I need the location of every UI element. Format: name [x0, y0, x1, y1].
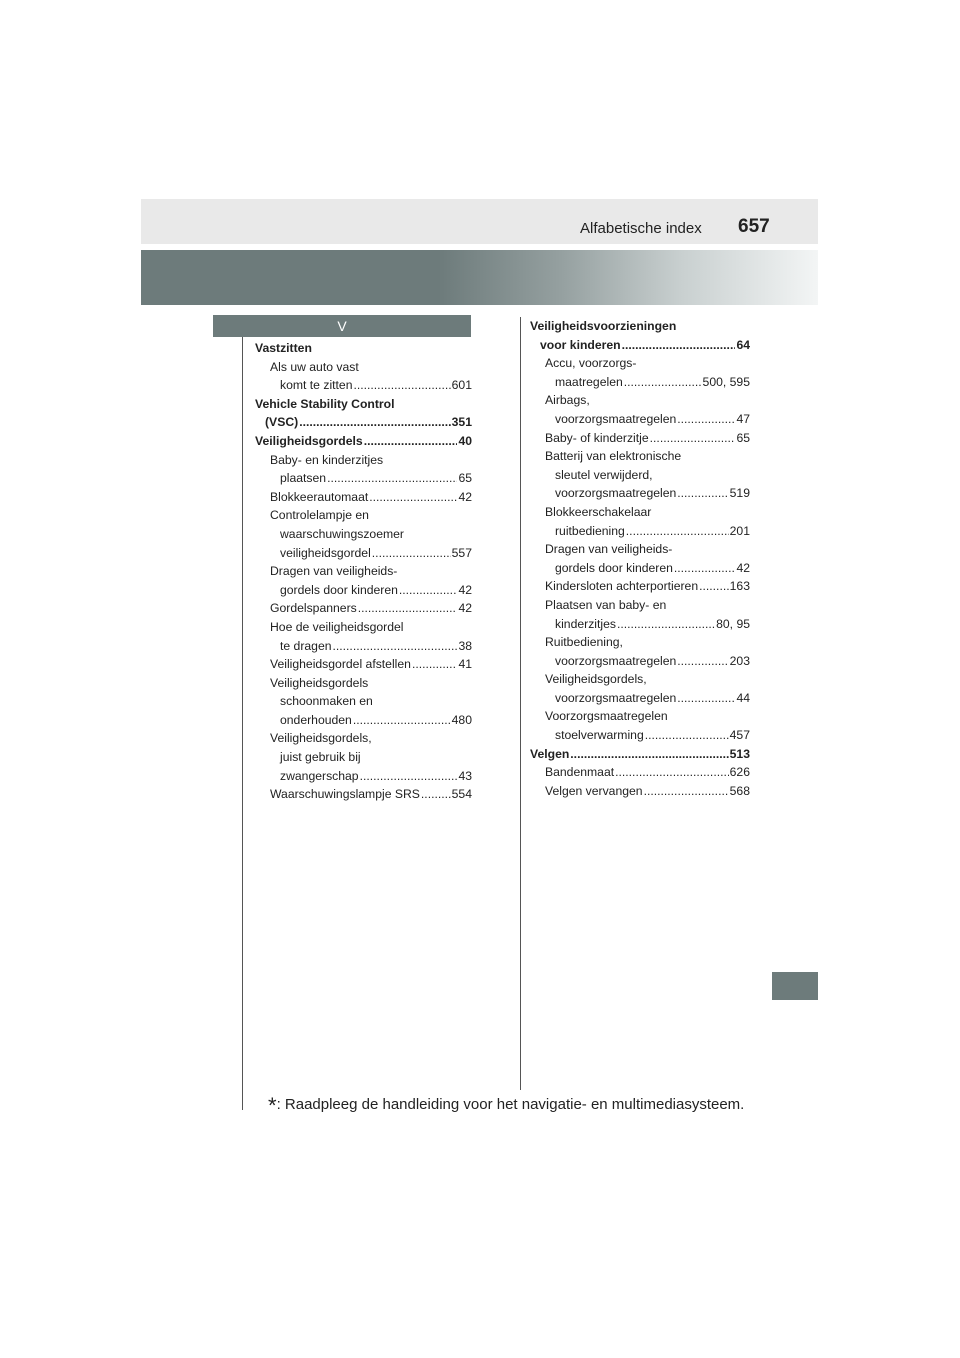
- index-entry-label: Hoe de veiligheidsgordel: [270, 619, 404, 634]
- index-entry-page: 500, 595: [702, 374, 750, 389]
- index-entry-label: Veiligheidsgordels: [255, 433, 363, 448]
- index-entry-page: 44: [736, 690, 750, 705]
- index-entry-page: 64: [736, 337, 750, 352]
- column-divider: [520, 317, 521, 1090]
- index-entry: [530, 522, 750, 541]
- index-entry-label: Dragen van veiligheids-: [270, 564, 398, 579]
- index-entry: [255, 748, 472, 767]
- index-entry-label: sleutel verwijderd,: [555, 467, 653, 482]
- index-entry-label: maatregelen: [555, 374, 623, 389]
- index-entry: [530, 540, 750, 559]
- index-entry-label: Batterij van elektronische: [545, 449, 682, 464]
- index-entry-label: Airbags,: [545, 393, 590, 408]
- index-entry: [530, 503, 750, 522]
- index-entry: [255, 451, 472, 470]
- index-entry-label: Accu, voorzorgs-: [545, 356, 637, 371]
- index-entry: [255, 785, 472, 804]
- index-entry: [255, 637, 472, 656]
- index-entry-label: voor kinderen: [540, 337, 621, 352]
- index-entry-page: 601: [451, 378, 472, 393]
- index-entry-label: gordels door kinderen: [280, 582, 398, 597]
- dot-leader: [353, 711, 451, 730]
- index-entry-page: 42: [458, 582, 472, 597]
- dot-leader: [369, 488, 457, 507]
- index-entry: [530, 726, 750, 745]
- dot-leader: [622, 336, 736, 355]
- index-entry: [530, 447, 750, 466]
- index-entry: [255, 469, 472, 488]
- index-entry-label: voorzorgsmaatregelen: [555, 690, 677, 705]
- decorative-band: [141, 250, 818, 305]
- index-entry: [530, 410, 750, 429]
- index-entry-label: kinderzitjes: [555, 616, 616, 631]
- index-entry-label: ruitbediening: [555, 523, 625, 538]
- index-entry-page: 80, 95: [716, 616, 750, 631]
- index-entry-label: Bandenmaat: [545, 765, 615, 780]
- dot-leader: [333, 637, 458, 656]
- index-entry: [530, 484, 750, 503]
- index-entry-page: 626: [729, 765, 750, 780]
- index-entry-label: te dragen: [280, 638, 332, 653]
- index-entry-label: plaatsen: [280, 471, 327, 486]
- index-entry-label: Plaatsen van baby- en: [545, 597, 667, 612]
- index-entry: [530, 615, 750, 634]
- index-entry: [530, 745, 750, 764]
- section-letter-tab: V: [213, 315, 471, 337]
- index-entry-label: (VSC): [265, 415, 299, 430]
- index-entry-page: 65: [736, 430, 750, 445]
- dot-leader: [624, 373, 702, 392]
- index-entry-label: Als uw auto vast: [270, 359, 359, 374]
- index-entry: [530, 336, 750, 355]
- index-entry-label: Kindersloten achterportieren: [545, 579, 699, 594]
- index-column-right: [530, 317, 750, 800]
- index-entry: [255, 767, 472, 786]
- index-entry: [530, 317, 750, 336]
- index-entry-page: 457: [729, 728, 750, 743]
- index-entry: [255, 395, 472, 414]
- index-entry-label: Veiligheidsvoorzieningen: [530, 319, 677, 333]
- index-entry: [530, 373, 750, 392]
- dot-leader: [626, 522, 729, 541]
- index-entry: [255, 488, 472, 507]
- index-entry-label: stoelverwarming: [555, 728, 644, 743]
- index-entry: [255, 581, 472, 600]
- index-entry: [255, 674, 472, 693]
- index-entry-label: Veiligheidsgordels: [270, 675, 369, 690]
- index-entry: [530, 763, 750, 782]
- index-entry-label: veiligheidsgordel: [280, 545, 371, 560]
- dot-leader: [421, 785, 451, 804]
- index-entry: [255, 729, 472, 748]
- index-entry-label: Baby- en kinderzitjes: [270, 452, 384, 467]
- index-entry-page: 513: [729, 746, 750, 761]
- index-entry: [530, 559, 750, 578]
- dot-leader: [364, 432, 458, 451]
- index-entry-label: Blokkeerautomaat: [270, 489, 369, 504]
- index-entry: [530, 429, 750, 448]
- dot-leader: [412, 655, 458, 674]
- index-entry-label: Veiligheidsgordel afstellen: [270, 657, 411, 672]
- dot-leader: [645, 726, 729, 745]
- index-entry-label: voorzorgsmaatregelen: [555, 653, 677, 668]
- index-entry-page: 163: [729, 579, 750, 594]
- index-entry-label: Vehicle Stability Control: [255, 396, 395, 411]
- dot-leader: [615, 763, 729, 782]
- index-entry: [255, 562, 472, 581]
- index-entry: [255, 525, 472, 544]
- left-divider: [242, 337, 243, 1110]
- index-entry-page: 42: [458, 601, 472, 616]
- index-entry: [255, 692, 472, 711]
- dot-leader: [358, 599, 458, 618]
- header-bar: [141, 199, 818, 244]
- index-entry: [255, 432, 472, 451]
- index-entry-page: 41: [458, 657, 472, 672]
- index-entry: [530, 689, 750, 708]
- index-entry: [255, 599, 472, 618]
- index-entry-label: voorzorgsmaatregelen: [555, 486, 677, 501]
- index-entry-page: 480: [451, 712, 472, 727]
- index-entry: [530, 596, 750, 615]
- page-number: 657: [738, 216, 770, 237]
- index-entry: [255, 358, 472, 377]
- index-entry: [255, 618, 472, 637]
- index-entry-page: 42: [736, 560, 750, 575]
- index-entry: [530, 782, 750, 801]
- index-entry: [530, 466, 750, 485]
- index-entry-page: 201: [729, 523, 750, 538]
- dot-leader: [570, 745, 728, 764]
- index-entry-page: 43: [458, 768, 472, 783]
- dot-leader: [677, 410, 735, 429]
- index-entry-page: 42: [458, 489, 472, 504]
- index-entry-page: 40: [458, 433, 472, 448]
- footnote: [268, 1093, 744, 1119]
- dot-leader: [372, 544, 451, 563]
- index-entry-label: Baby- of kinderzitje: [545, 430, 649, 445]
- index-entry: [255, 655, 472, 674]
- dot-leader: [650, 429, 736, 448]
- index-entry: [255, 506, 472, 525]
- index-entry-label: Controlelampje en: [270, 508, 369, 523]
- index-entry-label: Blokkeerschakelaar: [545, 504, 652, 519]
- dot-leader: [677, 484, 728, 503]
- index-entry-label: Gordelspanners: [270, 601, 357, 616]
- index-entry: [530, 354, 750, 373]
- index-entry-label: juist gebruik bij: [280, 750, 361, 765]
- index-entry-page: 203: [729, 653, 750, 668]
- index-entry-label: waarschuwingszoemer: [280, 526, 404, 541]
- index-entry: [530, 577, 750, 596]
- index-entry-label: Velgen vervangen: [545, 783, 643, 798]
- dot-leader: [353, 376, 450, 395]
- index-entry: [530, 633, 750, 652]
- index-entry-page: 38: [458, 638, 472, 653]
- index-entry-page: 47: [736, 411, 750, 426]
- thumb-index-tab: [772, 972, 818, 1000]
- index-entry-page: 557: [451, 545, 472, 560]
- index-entry-label: Veiligheidsgordels,: [545, 672, 647, 687]
- index-entry: [255, 544, 472, 563]
- index-entry: [530, 707, 750, 726]
- index-entry-label: komt te zitten: [280, 378, 353, 393]
- index-entry-label: voorzorgsmaatregelen: [555, 411, 677, 426]
- footnote-text: : Raadpleeg de handleiding voor het navigatie- en multimediasysteem.: [276, 1096, 745, 1113]
- dot-leader: [677, 652, 728, 671]
- dot-leader: [299, 413, 450, 432]
- index-entry-label: Velgen: [530, 746, 570, 761]
- index-entry-page: 554: [451, 787, 472, 802]
- index-entry: [255, 413, 472, 432]
- index-entry-label: Voorzorgsmaatregelen: [545, 709, 668, 724]
- dot-leader: [674, 559, 736, 578]
- index-entry-label: Dragen van veiligheids-: [545, 542, 673, 557]
- index-entry-label: Vastzitten: [255, 341, 312, 355]
- dot-leader: [699, 577, 729, 596]
- index-column-left: [255, 339, 472, 804]
- dot-leader: [360, 767, 458, 786]
- index-entry-label: schoonmaken en: [280, 694, 373, 709]
- index-entry: [530, 652, 750, 671]
- index-entry-label: Waarschuwingslampje SRS: [270, 787, 420, 802]
- dot-leader: [617, 615, 715, 634]
- dot-leader: [644, 782, 729, 801]
- index-entry-page: 351: [451, 415, 472, 430]
- index-entry-label: gordels door kinderen: [555, 560, 673, 575]
- index-entry: [255, 339, 472, 358]
- page-title: Alfabetische index: [580, 220, 702, 237]
- index-entry: [530, 391, 750, 410]
- index-entry: [530, 670, 750, 689]
- index-entry-page: 568: [729, 783, 750, 798]
- index-entry-label: onderhouden: [280, 712, 352, 727]
- dot-leader: [399, 581, 458, 600]
- dot-leader: [677, 689, 735, 708]
- index-entry-page: 65: [458, 471, 472, 486]
- index-entry: [255, 376, 472, 395]
- footnote-marker: *: [268, 1093, 277, 1118]
- index-entry-label: Veiligheidsgordels,: [270, 731, 372, 746]
- index-entry-label: zwangerschap: [280, 768, 359, 783]
- index-entry-page: 519: [729, 486, 750, 501]
- index-entry: [255, 711, 472, 730]
- index-entry-label: Ruitbediening,: [545, 635, 623, 650]
- dot-leader: [327, 469, 457, 488]
